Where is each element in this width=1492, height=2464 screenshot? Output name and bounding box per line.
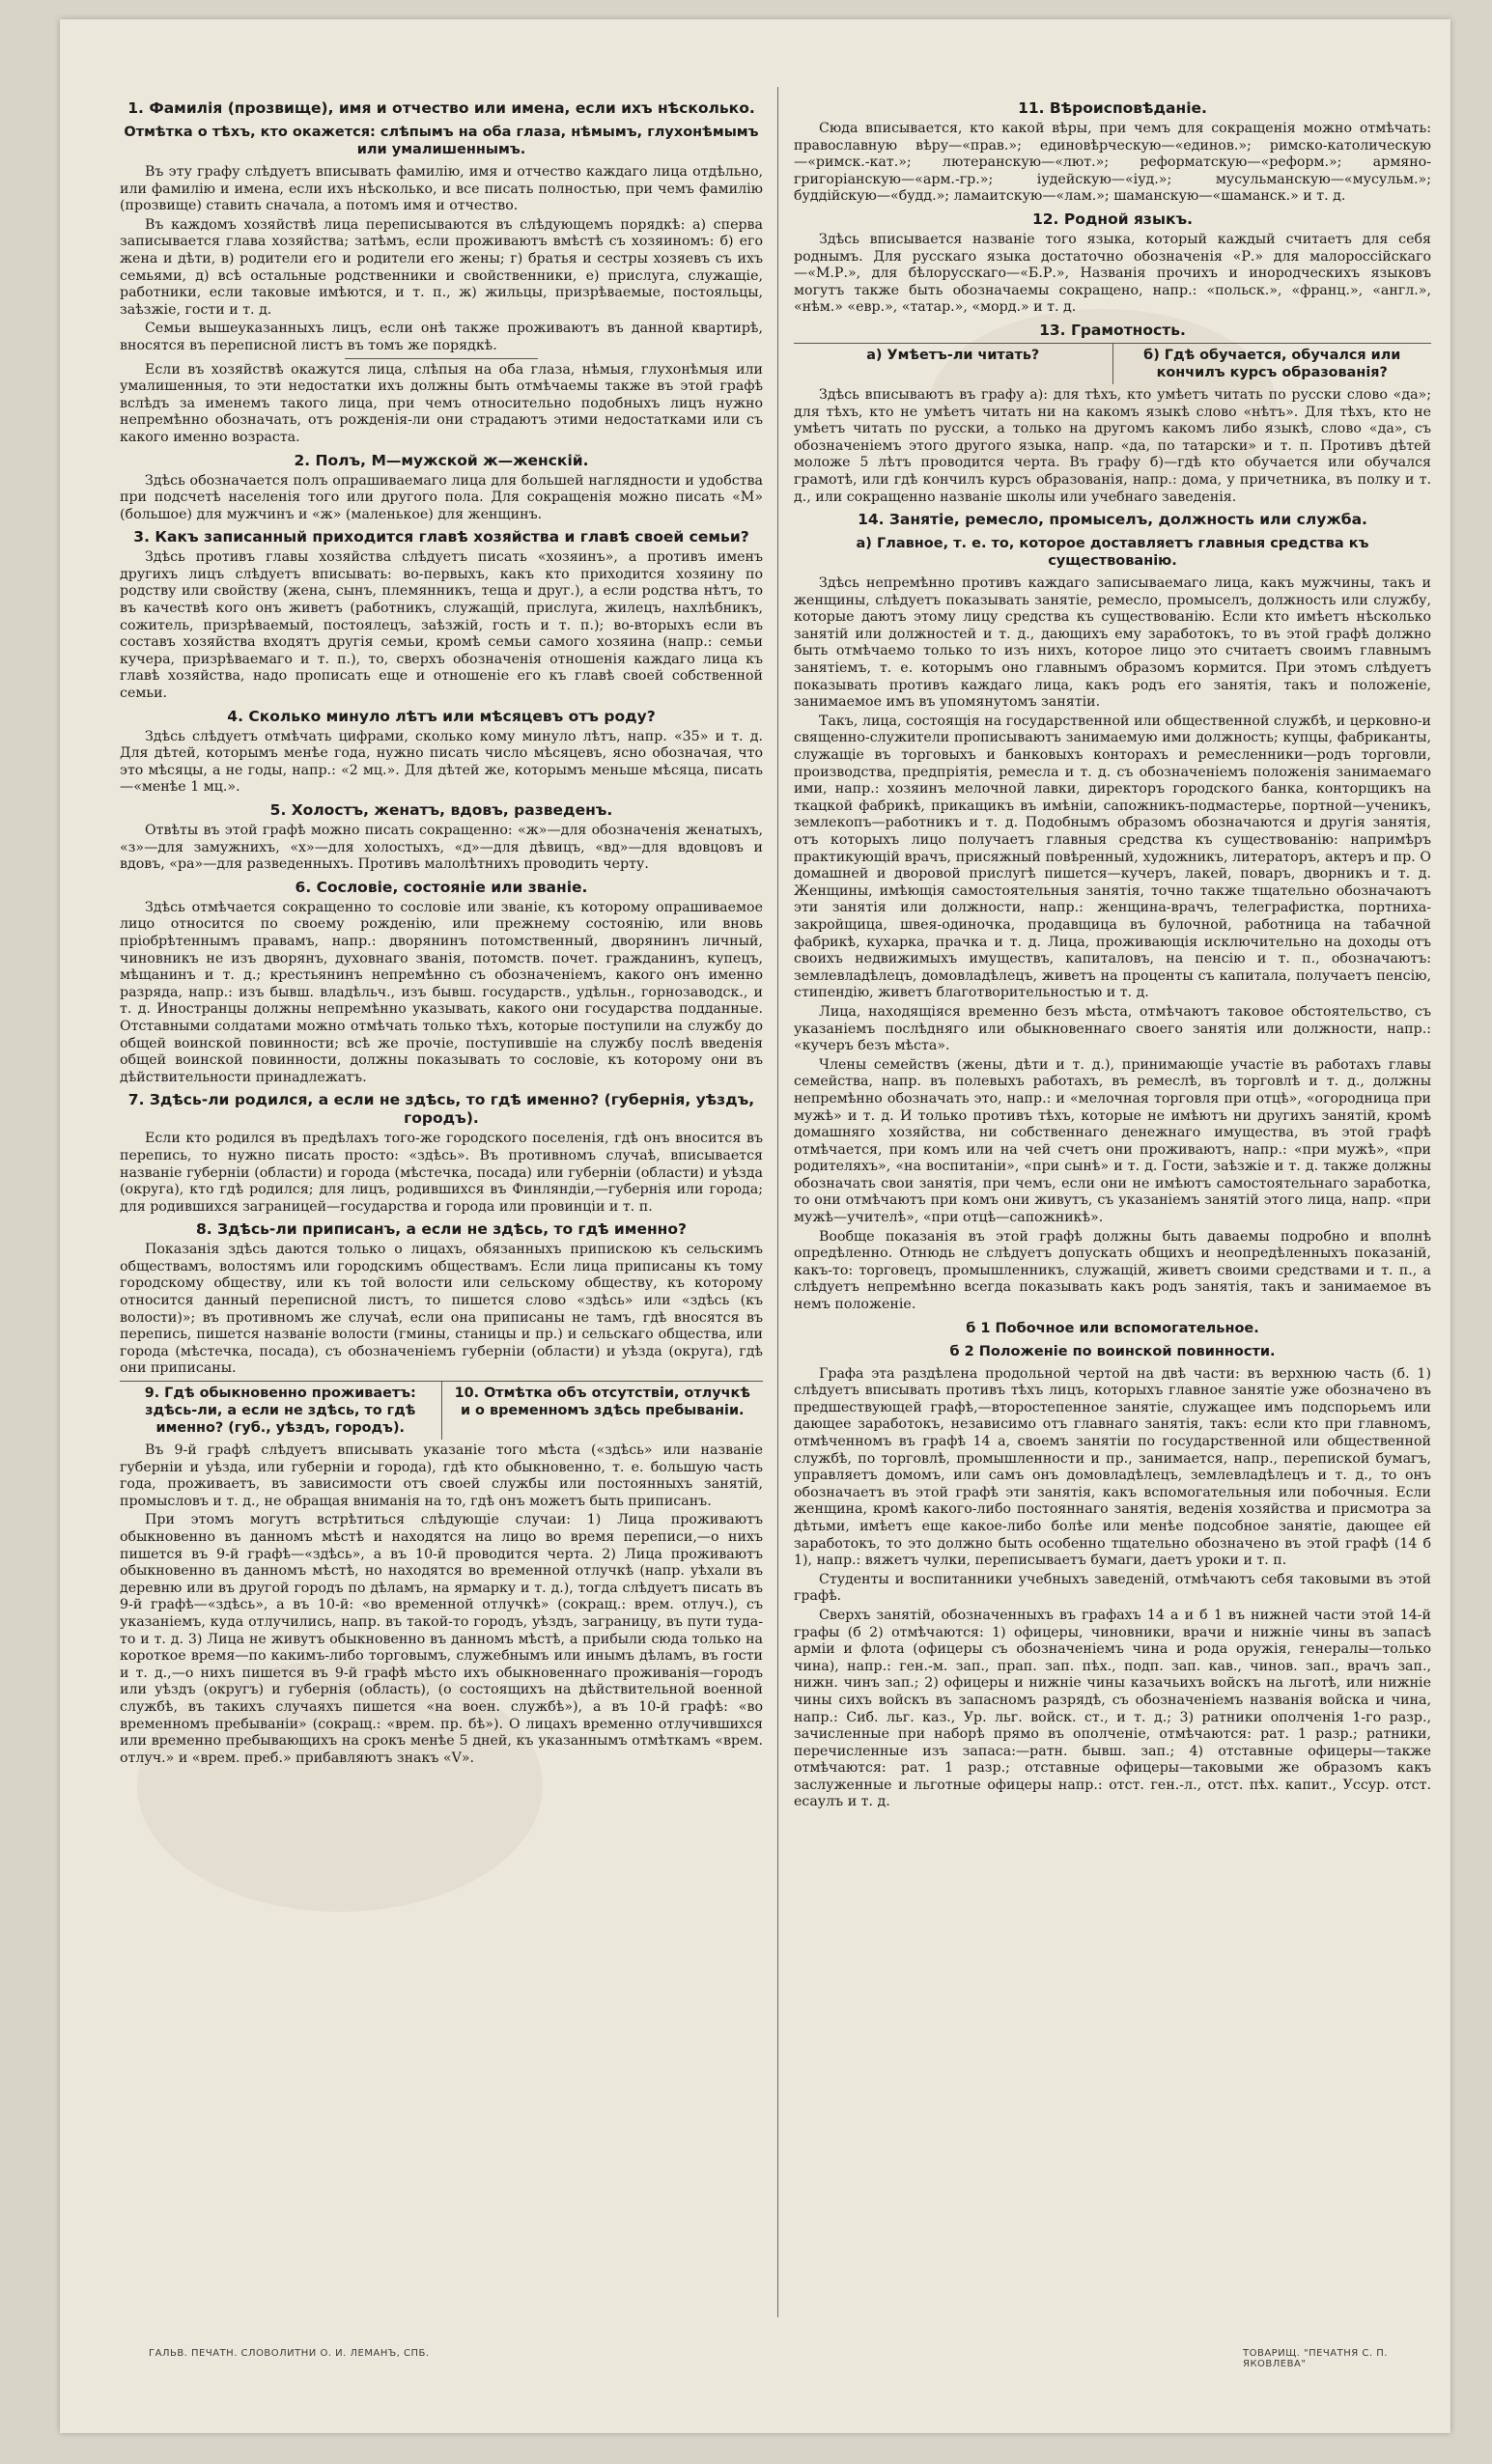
paragraph: Въ эту графу слѣдуетъ вписывать фамилію, имя и отчество каждаго лица отдѣльно, или фамилію и имена, если ихъ нѣсколько, и все писать полностью, при чемъ фамилію (прозвище) ставить сначала, а потомъ имя и отчество. (120, 164, 763, 214)
paragraph: Отвѣты въ этой графѣ можно писать сокращенно: «ж»—для обозначенія женатыхъ, «з»—для замужнихъ, «х»—для холостыхъ, «д»—для дѣвицъ, «вд»—для вдовцовъ и вдовъ, «ра»—для разведенныхъ. Противъ малолѣтнихъ проводить черту. (120, 823, 763, 873)
paragraph: Сверхъ занятій, обозначенныхъ въ графахъ 14 а и б 1 въ нижней части этой 14-й графы (б 2) отмѣчаются: 1) офицеры, чиновники, врачи и нижніе чины въ запасѣ арміи и флота (офицеры съ обозначеніемъ чина и рода оружія, генералы—только чина), напр.: ген.-м. зап., прап. зап. пѣх., подп. зап. кав., чинов. зап., врачъ зап., нижн. чинъ зап.; 2) офицеры и нижніе чины казачьихъ войскъ на льготѣ, или нижніе чины сихъ войскъ въ запасномъ разрядѣ, съ обозначеніемъ названія войска и чина, напр.: Сиб. льг. каз., Ур. льг. войск. ст., и т. д.; 3) ратники ополченія 1-го разр., зачисленные при наборѣ прямо въ ополченіе, отмѣчаются: рат. 1 разр.; ратники, перечисленные изъ запаса:—ратн. бывш. зап.; 4) отставные офицеры—также отмѣчаются: рат. 1 разр.; отставные офицеры—таковыми же образомъ какъ заслуженные и льготные офицеры напр.: отст. ген.-л., отст. пѣх. капит., Уссур. отст. есаулъ и т. д. (794, 1607, 1431, 1810)
paragraph: Такъ, лица, состоящія на государственной или общественной службѣ, и церковно-и священно-служители прописываютъ занимаемую ими должность; купцы, фабриканты, служащіе въ торговыхъ и банковыхъ конторахъ и ремесленники—родъ торговли, производства, предпріятія, ремесла и т. д. съ обозначеніемъ положенія занимаемаго ими, напр.: хозяинъ мелочной лавки, директоръ городского банка, конторщикъ на ткацкой фабрикѣ, прикащикъ въ имѣніи, сапожникъ-подмастерье, портной—ученикъ, землекопъ—работникъ и т. д. Подобнымъ образомъ обозначаются и другія занятія, отъ которыхъ лицо получаетъ главныя средства къ существованію: напримѣръ практикующій врачъ, присяжный повѣренный, художникъ, литераторъ, актеръ и пр. О домашней и дворовой прислугѣ пишется—кучеръ, лакей, поваръ, дворникъ и т. д. Женщины, имѣющія самостоятельныя занятія, точно также тщательно обозначаютъ эти занятія или должности, напр.: женщина-врачъ, телеграфистка, портниха-закройщица, швея-одиночка, продавщица въ булочной, работница на табачной фабрикѣ, кухарка, прачка и т. д. Лица, проживающія исключительно на доходы отъ своихъ недвижимыхъ имуществъ, капиталовъ, на пенсію и т. п., обозначаютъ: землевладѣлецъ, домовладѣлецъ, живетъ на проценты съ капитала, получаетъ пенсію, стипендію, живетъ благотворительностью и т. д. (794, 713, 1431, 1001)
subheading: а) Главное, т. е. то, которое доставляетъ главныя средства къ существованію. (856, 536, 1369, 570)
paragraph: Лица, находящіяся временно безъ мѣста, отмѣчаютъ таковое обстоятельство, съ указаніемъ послѣдняго или обыкновеннаго своего занятія или должности, напр.: «кучеръ безъ мѣста». (794, 1003, 1431, 1054)
section-heading: 11. Вѣроисповѣданіе. (1018, 99, 1207, 117)
paragraph: Если кто родился въ предѣлахъ того-же городского поселенія, гдѣ онъ вносится въ перепись, то нужно писать просто: «здѣсь». Въ противномъ случаѣ, вписывается названіе губерніи (области) и города (мѣстечка, посада) или губерніи (области) и уѣзда (округа), кто гдѣ родился; для лицъ, родившихся въ Финляндіи,—губернія или города; для родившихся заграницей—государства и города или провинціи и т. п. (120, 1131, 763, 1215)
paragraph: Здѣсь непремѣнно противъ каждаго записываемаго лица, какъ мужчины, такъ и женщины, слѣдуетъ показывать занятіе, ремесло, промыселъ, должность или службу, которые даютъ этому лицу средства къ существованію. Если кто имѣетъ нѣсколько занятій или должностей и т. д., дающихъ ему заработокъ, то въ этой графѣ должно быть отмѣчаемо только то изъ нихъ, которое лицо это считаетъ своимъ главнымъ занятіемъ, т. е. которымъ оно главнымъ образомъ кормится. При этомъ слѣдуетъ показывать противъ каждаго лица, какъ родъ его занятія, такъ и положеніе, занимаемое имъ въ упомянутомъ занятіи. (794, 575, 1431, 711)
paragraph: Графа эта раздѣлена продольной чертой на двѣ части: въ верхнюю часть (б. 1) слѣдуетъ вписывать противъ тѣхъ лицъ, которыхъ главное занятіе уже обозначено въ предшествующей графѣ,—второстепенное занятіе, служащее имъ подспорьемъ или дающее заработокъ, независимо отъ главнаго занятія, такъ: если кто при главномъ, отмѣченномъ въ графѣ 14 а, своемъ занятіи по государственной или общественной службѣ, по торговлѣ, промышленности и пр., занимается, напр., перепиской бумагъ, управляетъ домомъ, или самъ онъ домовладѣлецъ, землевладѣлецъ и т. д., то онъ обозначаетъ въ этой графѣ эти занятія, какъ вспомогательныя или побочныя. Если женщина, кромѣ какого-либо постояннаго занятія, веденія хозяйства и присмотра за дѣтьми, имѣетъ еще какое-либо болѣе или менѣе подсобное занятіе, дающее ей заработокъ, то это должно быть особенно тщательно обозначено въ этой графѣ (14 б 1), напр.: вяжетъ чулки, переписываетъ бумаги, даетъ уроки и т. п. (794, 1365, 1431, 1569)
split-heading (794, 343, 1431, 384)
paragraph: Показанія здѣсь даются только о лицахъ, обязанныхъ припискою къ сельскимъ обществамъ, волостямъ или городскимъ обществамъ. Если лица приписаны къ тому городскому обществу, или къ той волости или сельскому обществу, къ которому относится данный переписной листъ, то пишется слово «здѣсь» или «здѣсь (къ волости)»; въ противномъ же случаѣ, если она приписаны не тамъ, гдѣ вносятся въ перепись, пишется названіе волости (гмины, станицы и пр.) и сельскаго общества, или города (мѣстечка, посада), съ обозначеніемъ губерніи (области) и уѣзда (округа), гдѣ они приписаны. (120, 1242, 763, 1377)
printer-imprint-right: ТОВАРИЩ. "ПЕЧАТНЯ С. П. ЯКОВЛЕВА" (1243, 2348, 1388, 2369)
section-heading: 4. Сколько минуло лѣтъ или мѣсяцевъ отъ роду? (227, 707, 656, 725)
section-heading: 6. Сословіе, состояніе или званіе. (295, 878, 588, 896)
census-instruction-sheet (60, 19, 1450, 2433)
paragraph: Здѣсь противъ главы хозяйства слѣдуетъ писать «хозяинъ», а противъ именъ другихъ лицъ слѣдуетъ вписывать: во-первыхъ, какъ кто приходится хозяину по родству или свойству (жена, сынъ, племянникъ, теща и друг.), а если родства нѣтъ, то въ качествѣ кого онъ живетъ (работникъ, служащій, прислуга, жилецъ, нахлѣбникъ, сожитель, призрѣваемый, постоялецъ, заѣзжій, гость и т. п.); во-вторыхъ если въ составъ хозяйства входятъ другія семьи, кромѣ семьи самого хозяина (напр.: семьи кучера, призрѣваемаго и т. п.), то, сверхъ обозначенія отношенія каждаго лица къ главѣ хозяйства, надо прописать еще и отношеніе его къ главѣ своей собственной семьи. (120, 549, 763, 702)
split-heading-right: б) Гдѣ обучается, обучался или кончилъ курсъ образованія? (1112, 344, 1432, 384)
split-heading-left: 9. Гдѣ обыкновенно проживаетъ: здѣсь-ли, а если не здѣсь, то гдѣ именно? (губ., уѣздъ, городъ). (144, 1386, 416, 1437)
paragraph: Въ каждомъ хозяйствѣ лица переписываются въ слѣдующемъ порядкѣ: а) сперва записывается глава хозяйства; затѣмъ, если проживаютъ вмѣстѣ съ хозяиномъ: б) его жена и дѣти, в) родители его и родители его жены; г) братья и сестры хозяевъ съ ихъ семьями, д) всѣ остальные родственники и свойственники, е) прислуга, служащіе, работники, если таковые имѣются, и т. п., ж) жильцы, призрѣваемые, постояльцы, заѣзжіе, гости и т. д. (120, 216, 763, 318)
split-heading-left: а) Умѣетъ-ли читать? (866, 347, 1040, 363)
separator-rule (345, 358, 538, 359)
section-heading: 8. Здѣсь-ли приписанъ, а если не здѣсь, то гдѣ именно? (195, 1220, 688, 1239)
left-column (120, 95, 763, 2306)
split-heading (120, 1381, 763, 1440)
paragraph: Семьи вышеуказанныхъ лицъ, если онѣ также проживаютъ въ данной квартирѣ, вносятся въ переписной листъ въ томъ же порядкѣ. (120, 321, 763, 353)
paragraph: Здѣсь слѣдуетъ отмѣчать цифрами, сколько кому минуло лѣтъ, напр. «35» и т. д. Для дѣтей, которымъ менѣе года, нужно писать число мѣсяцевъ, ясно обозначая, что это мѣсяцы, а не годы, напр.: «2 мц.». Для дѣтей же, которымъ меньше мѣсяца, писать—«менѣе 1 мц.». (120, 728, 763, 796)
paragraph: Сюда вписывается, кто какой вѣры, при чемъ для сокращенія можно отмѣчать: православную вѣру—«прав.»; единовѣрческую—«единов.»; римско-католическую—«римск.-кат.»; лютеранскую—«лют.»; реформатскую—«реформ.»; армяно-григоріанскую—«арм.-гр.»; іудейскую—«іуд.»; мусульманскую—«мусульм.»; буддійскую—«будд.»; ламаитскую—«лам.»; шаманскую—«шаманск.» и т. д. (794, 121, 1431, 205)
section-heading: 7. Здѣсь-ли родился, а если не здѣсь, то гдѣ именно? (губернія, уѣздъ, городъ). (127, 1091, 755, 1128)
paragraph: При этомъ могутъ встрѣтиться слѣдующіе случаи: 1) Лица проживаютъ обыкновенно въ данномъ мѣстѣ и находятся на лицо во время переписи,—о нихъ пишется въ 9-й графѣ—«здѣсь», а въ 10-й проводится черта. 2) Лица проживаютъ обыкновенно въ данномъ мѣстѣ, но находятся во временной отлучкѣ (напр. уѣхали въ деревню или въ другой городъ по дѣламъ, на ярмарку и т. д.), тогда слѣдуетъ писать въ 9-й графѣ—«здѣсь», а въ 10-й: «во временной отлучкѣ» (сокращ.: врем. отлуч.), съ указаніемъ, куда отлучились, напр. въ такой-то городъ, уѣздъ, заграницу, въ пути туда-то и т. д. 3) Лица не живутъ обыкновенно въ данномъ мѣстѣ, а прибыли сюда только на короткое время—по какимъ-либо торговымъ, служебнымъ или инымъ дѣламъ, въ гости и т. д.,—о нихъ пишется въ 9-й графѣ мѣсто ихъ обыкновеннаго проживанія—городъ или уѣздъ (округъ) и губернія (область), (о состоящихъ на дѣйствительной военной службѣ, въ такихъ случаяхъ пишется «на воен. службѣ»), а въ 10-й графѣ: «во временномъ пребываніи» (сокращ.: «врем. пр. бѣ»). О лицахъ временно отлучившихся или временно пребывающихъ на срокъ менѣе 5 дней, къ указаннымъ отмѣткамъ «врем. отлуч.» и «врем. преб.» прибавляютъ знакъ «V». (120, 1512, 763, 1766)
paragraph: Здѣсь вписываютъ въ графу а): для тѣхъ, кто умѣетъ читать по русски слово «да»; для тѣхъ, кто не умѣетъ читать ни на какомъ языкѣ слово «нѣтъ». Для тѣхъ, кто не умѣетъ читать по русски, а только на другомъ какомъ либо языкѣ, слово «да», съ обозначеніемъ этого другого языка, напр. «да, по татарски» и т. п. Противъ дѣтей моложе 5 лѣтъ проводится черта. Въ графу б)—гдѣ кто обучается или обучался грамотѣ, или гдѣ кончилъ курсъ образованія, напр.: дома, у причетника, въ полку и т. д., или сокращенно названіе школы или учебнаго заведенія. (794, 386, 1431, 505)
section-heading: 14. Занятіе, ремесло, промыселъ, должность или служба. (858, 511, 1367, 529)
section-heading: 1. Фамилія (прозвище), имя и отчество или имена, если ихъ нѣсколько. (127, 99, 755, 117)
paragraph: Члены семействъ (жены, дѣти и т. д.), принимающіе участіе въ работахъ главы семейства, напр. въ полевыхъ работахъ, въ ремеслѣ, въ торговлѣ и т. д., должны непремѣнно обозначать это, напр.: и «мелочная торговля при отцѣ», «огородница при мужѣ» и т. д. И только противъ тѣхъ, которые не имѣютъ ни другихъ занятій, кромѣ домашняго хозяйства, ни собственнаго денежнаго имущества, въ этой графѣ отмѣчается, при комъ или на чей счетъ они проживаютъ, напр.: «при мужѣ», «при родителяхъ», «на воспитаніи», «при сынѣ» и т. д. Гости, заѣзжіе и т. д. также должны обозначать свои занятія, при чемъ, если они не имѣютъ самостоятельнаго заработка, то они отмѣчаютъ при комъ они живутъ, съ указаніемъ занятій этого лица, напр. «при мужѣ—учителѣ», «при отцѣ—сапожникѣ». (794, 1056, 1431, 1226)
subheading: б 1 Побочное или вспомогательное. (966, 1320, 1259, 1336)
subheading: б 2 Положеніе по воинской повинности. (949, 1343, 1276, 1359)
paragraph: Если въ хозяйствѣ окажутся лица, слѣпыя на оба глаза, нѣмыя, глухонѣмыя или умалишенныя, то эти недостатки ихъ должны быть отмѣчаемы также въ этой графѣ вслѣдъ за именемъ такого лица, при чемъ относительно подобныхъ лицъ нужно непремѣнно обозначать, отъ рожденія-ли они страдаютъ этими недостатками или съ какого именно возраста. (120, 361, 763, 445)
section-heading: 13. Грамотность. (1039, 321, 1186, 339)
section-heading: 3. Какъ записанный приходится главѣ хозяйства и главѣ своей семьи? (133, 528, 749, 546)
section-heading: 12. Родной языкъ. (1031, 210, 1194, 228)
section-heading: 5. Холостъ, женатъ, вдовъ, разведенъ. (269, 801, 613, 819)
paragraph: Въ 9-й графѣ слѣдуетъ вписывать указаніе того мѣста («здѣсь» или названіе губерніи и уѣзда, или губерніи и города), гдѣ кто обыкновенно, т. е. большую часть года, проживаетъ, въ зависимости отъ своей службы или постоянныхъ занятій, промысловъ и т. д., не обращая вниманія на то, гдѣ онъ можетъ быть приписанъ. (120, 1442, 763, 1509)
subheading: Отмѣтка о тѣхъ, кто окажется: слѣпымъ на оба глаза, нѣмымъ, глухонѣмымъ или умалишеннымъ. (124, 125, 759, 157)
split-heading-right: 10. Отмѣтка объ отсутствіи, отлучкѣ и о временномъ здѣсь пребываніи. (441, 1382, 764, 1440)
paragraph: Здѣсь вписывается названіе того языка, который каждый считаетъ для себя роднымъ. Для русскаго языка достаточно обозначенія «Р.» для малороссійскаго—«М.Р.», для бѣлорусскаго—«Б.Р.», Названія прочихъ и инородческихъ языковъ могутъ также быть обозначаемы сокращено, напр.: «польск.», «франц.», «англ.», «нѣм.» «евр.», «татар.», «морд.» и т. д. (794, 231, 1431, 316)
right-column (794, 95, 1431, 2306)
section-heading: 2. Полъ, М—мужской ж—женскій. (294, 451, 589, 469)
column-divider (777, 87, 778, 2317)
paragraph: Вообще показанія въ этой графѣ должны быть даваемы подробно и вполнѣ опредѣленно. Отнюдь не слѣдуетъ допускать общихъ и неопредѣленныхъ показаній, какъ-то: торговецъ, промышленникъ, служащій, живетъ своими средствами и т. п., а слѣдуетъ непремѣнно всегда показывать какъ родъ занятія, такъ и занимаемое въ немъ положеніе. (794, 1228, 1431, 1313)
paragraph: Студенты и воспитанники учебныхъ заведеній, отмѣчаютъ себя таковыми въ этой графѣ. (794, 1571, 1431, 1605)
paragraph: Здѣсь отмѣчается сокращенно то сословіе или званіе, къ которому опрашиваемое лицо относится по своему рожденію, или прежнему состоянію, или вновь пріобрѣтеннымъ правамъ, напр.: дворянинъ потомственный, дворянинъ личный, чиновникъ не изъ дворянъ, духовнаго званія, потомств. почет. гражданинъ, купецъ, мѣщанинъ и т. д.; крестьянинъ непремѣнно съ обозначеніемъ, какого онъ именно разряда, напр.: изъ бывш. владѣльч., изъ бывш. государств., удѣльн., горнозаводск., и т. д. Иностранцы должны непремѣнно указывать, какого они государства подданные. Отставными солдатами можно отмѣчать только тѣхъ, которые поступили на службу до общей воинской повинности; всѣ же прочіе, поступившіе на службу послѣ введенія общей воинской повинности, должны показывать то сословіе, къ которому они въ дѣйствительности принадлежатъ. (120, 899, 763, 1085)
paragraph: Здѣсь обозначается полъ опрашиваемаго лица для большей наглядности и удобства при подсчетѣ населенія того или другого пола. Для сокращенія можно писать «М» (большое) для мужчинъ и «ж» (маленькое) для женщинъ. (120, 472, 763, 522)
printer-imprint-left: ГАЛЬВ. ПЕЧАТН. СЛОВОЛИТНИ О. И. ЛЕМАНЪ, СПБ. (149, 2348, 430, 2359)
